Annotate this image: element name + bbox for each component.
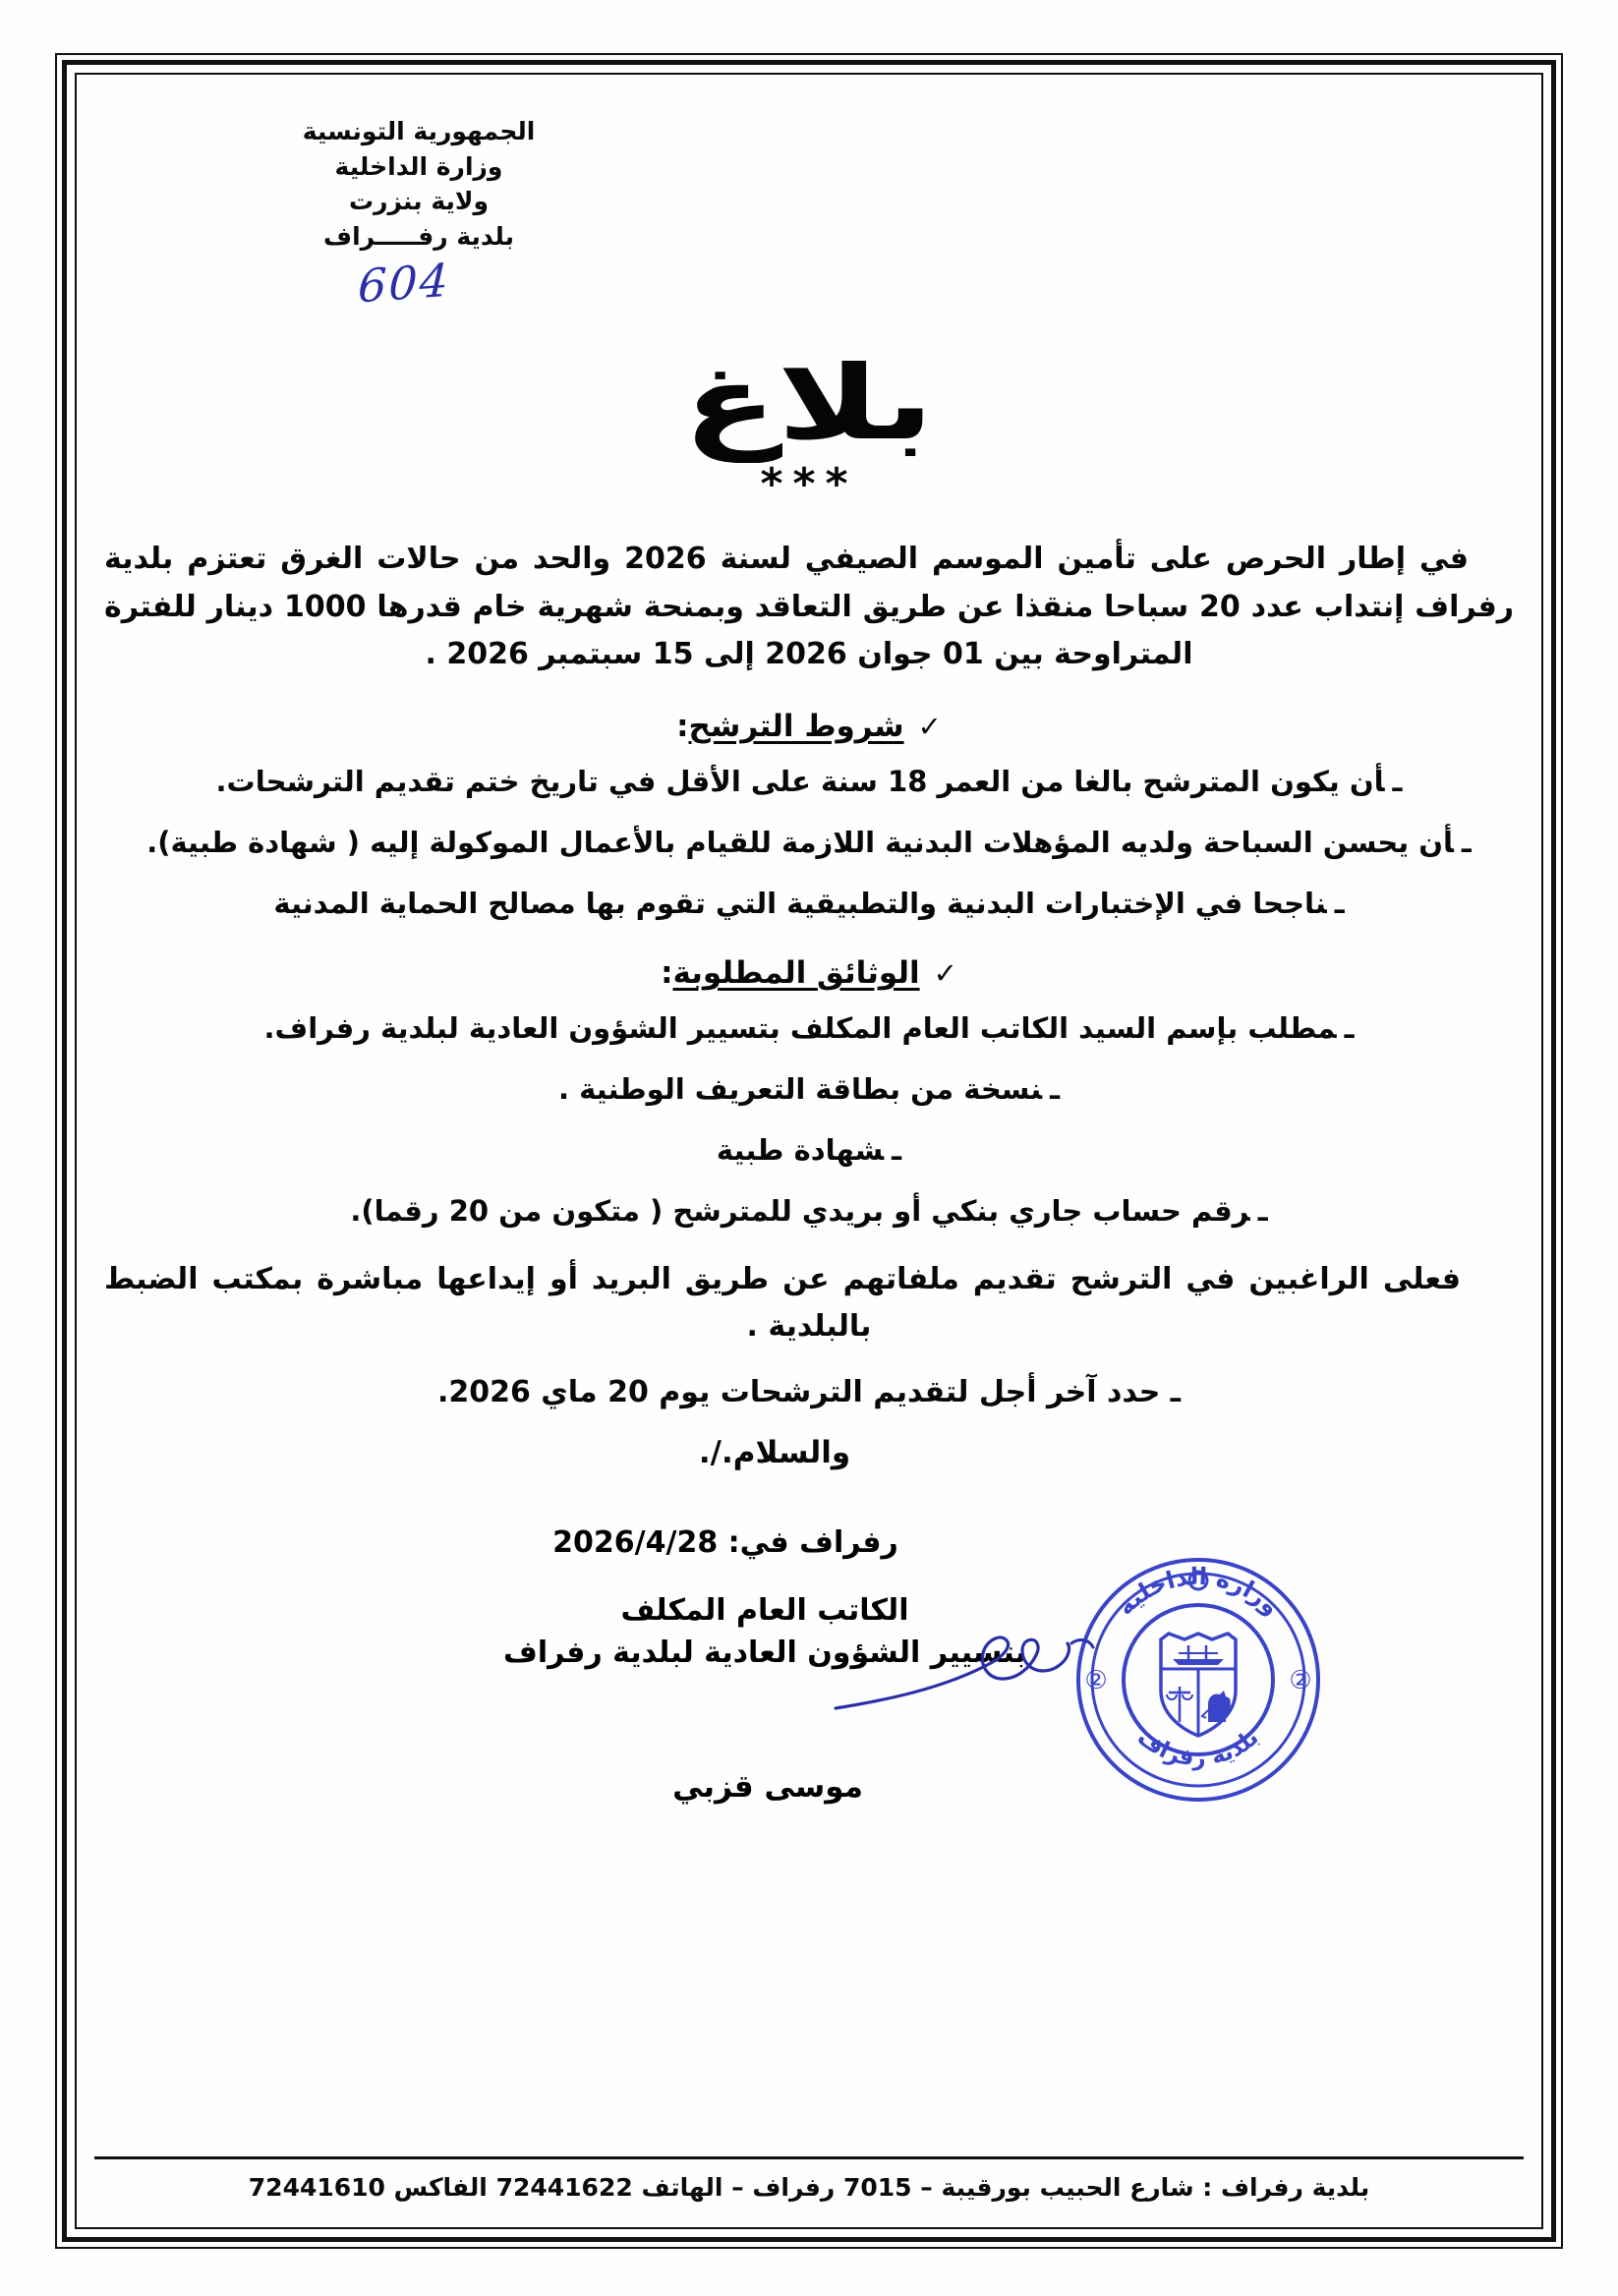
signature-block (94, 1525, 1524, 1805)
section-heading-documents-label: الوثائق المطلوبة (672, 955, 920, 992)
document-content (94, 94, 1524, 2208)
list-item (94, 1128, 1524, 1174)
list-item-text: شهادة طبية (716, 1133, 885, 1168)
deadline-line: ـ حدد آخر أجل لتقديم الترشحات يوم 20 ماي 2026. (436, 1374, 1182, 1409)
title-separator: *** (760, 459, 858, 510)
list-item-text: أن يكون المترشح بالغا من العمر 18 سنة على الأقل في تاريخ ختم تقديم الترشحات. (215, 764, 1385, 798)
section-heading-documents (94, 955, 1524, 991)
title-block (94, 343, 1524, 510)
list-item (94, 821, 1524, 866)
letterhead-ministry: وزارة الداخلية (334, 151, 503, 181)
svg-text:وزارة الداخلية: وزارة الداخلية (1111, 1562, 1286, 1621)
dash-bullet-icon: ـ (1257, 1193, 1268, 1228)
svg-text:②: ② (1084, 1665, 1108, 1695)
footer-divider (94, 2156, 1524, 2159)
svg-text:بلدية رفراف: بلدية رفراف (1132, 1724, 1264, 1771)
salutation-line: والسلام./. (698, 1434, 851, 1470)
list-item-text: ناجحا في الإختبارات البدنية والتطبيقية التي تقوم بها مصالح الحماية المدنية (273, 886, 1327, 920)
list-item-text: أن يحسن السباحة ولديه المؤهلات البدنية اللازمة للقيام بالأعمال الموكولة إليه ( شهادة طبية). (146, 825, 1454, 859)
section-heading-conditions-label: شروط الترشح (688, 708, 904, 744)
dash-bullet-icon: ـ (1344, 1011, 1355, 1046)
signature-date: رفراف في: 2026/4/28 (552, 1524, 898, 1560)
section-heading-conditions-colon: : (676, 708, 689, 744)
letterhead-municipality: بلدية رفـــــراف (323, 221, 514, 251)
dash-bullet-icon: ـ (1050, 1072, 1060, 1107)
list-item (94, 1006, 1524, 1052)
checkmark-icon: ✓ (917, 709, 942, 743)
list-item (94, 1189, 1524, 1234)
signatory-name: موسى قزبي (672, 1768, 863, 1805)
signatory-title-line2: بتسيير الشؤون العادية لبلدية رفراف (503, 1636, 1026, 1671)
dash-bullet-icon: ـ (892, 1133, 902, 1168)
signatory-title-line1: الكاتب العام المكلف (620, 1592, 909, 1628)
page-footer (94, 2156, 1524, 2202)
letterhead (212, 114, 625, 314)
dash-bullet-icon: ـ (1461, 825, 1472, 859)
checkmark-icon: ✓ (933, 956, 957, 991)
footer-contact-info: بلدية رفراف : شارع الحبيب بورقيبة – 7015 رفراف – الهاتف 72441622 الفاكس 72441610 (248, 2173, 1370, 2202)
list-item (94, 882, 1524, 927)
list-item-text: مطلب بإسم السيد الكاتب العام المكلف بتسيير الشؤون العادية لبلدية رفراف. (263, 1011, 1337, 1046)
list-item-text: رقم حساب جاري بنكي أو بريدي للمترشح ( متكون من 20 رقما). (350, 1193, 1250, 1228)
list-item-text: نسخة من بطاقة التعريف الوطنية . (557, 1072, 1043, 1107)
section-heading-documents-colon: : (661, 955, 673, 992)
letterhead-republic: الجمهورية التونسية (302, 117, 536, 145)
section-heading-conditions (94, 709, 1524, 744)
dash-bullet-icon: ـ (1334, 886, 1345, 920)
handwritten-reference-number: 604 (357, 253, 451, 314)
document-body (94, 536, 1524, 1470)
svg-text:②: ② (1289, 1665, 1312, 1695)
list-item (94, 760, 1524, 805)
page-title: بلاغ (683, 343, 935, 463)
letterhead-governorate: ولاية بنزرت (348, 187, 490, 215)
intro-paragraph: في إطار الحرص على تأمين الموسم الصيفي لسنة 2026 والحد من حالات الغرق تعتزم بلدية رفراف إنتداب عدد 20 سباحا منقذا عن طريق التعاقد وبمنحة شهرية خام قدرها 1000 دينار للفترة المتراوحة بين 01 جوان 2026 إلى 15 سبتمبر 2026 . (104, 542, 1515, 672)
dash-bullet-icon: ـ (1392, 764, 1403, 798)
list-item (94, 1067, 1524, 1113)
closing-paragraph: فعلى الراغبين في الترشح تقديم ملفاتهم عن طريق البريد أو إيداعها مباشرة بمكتب الضبط بالبلدية . (104, 1261, 1461, 1345)
